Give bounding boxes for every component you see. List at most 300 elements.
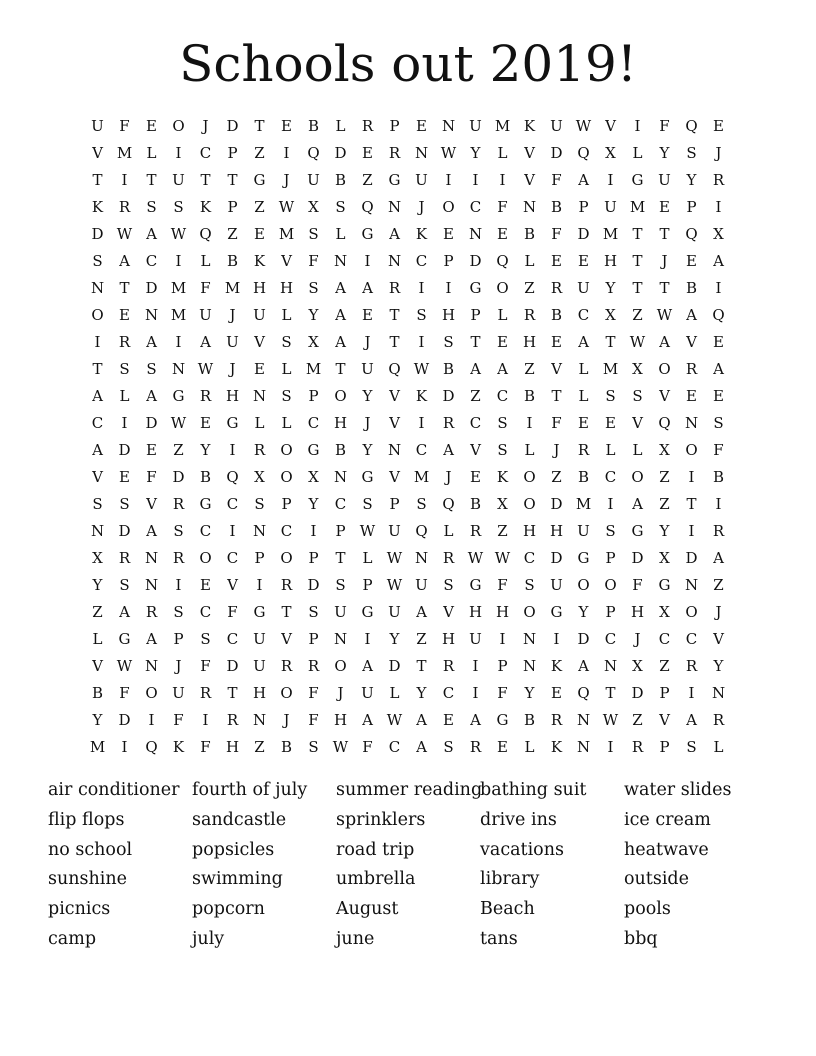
grid-letter: A [578,333,589,351]
grid-letter: V [659,711,670,729]
word-list-item: sunshine [48,869,127,890]
grid-letter: I [418,279,425,297]
grid-letter: O [442,198,455,216]
grid-letter: Y [659,522,670,540]
grid-letter: S [308,603,319,621]
grid-letter: M [602,225,619,243]
grid-letter: S [416,306,427,324]
grid-letter: Q [577,144,590,162]
grid-letter: I [121,414,128,432]
grid-letter: L [497,144,508,162]
grid-letter: A [713,549,724,567]
grid-letter: N [90,279,105,297]
word-list-item: library [480,869,540,890]
grid-letter: I [121,171,128,189]
grid-letter: N [684,576,699,594]
grid-letter: G [631,522,644,540]
grid-letter: D [577,225,590,243]
grid-letter: A [443,441,454,459]
grid-letter: Z [92,603,103,621]
grid-letter: F [713,441,724,459]
grid-letter: L [389,684,400,702]
grid-letter: X [308,468,319,486]
grid-letter: H [252,279,267,297]
grid-letter: Y [308,306,319,324]
grid-letter: Z [713,576,724,594]
grid-letter: U [658,171,671,189]
grid-letter: I [175,144,182,162]
grid-letter: O [496,279,509,297]
grid-letter: Z [659,495,670,513]
grid-letter: I [94,333,101,351]
grid-letter: M [89,738,106,756]
grid-letter: E [254,360,265,378]
grid-letter: I [175,576,182,594]
grid-letter: T [389,333,400,351]
grid-letter: F [146,468,157,486]
grid-letter: W [467,549,484,567]
grid-letter: X [605,306,616,324]
grid-letter: F [632,576,643,594]
grid-letter: A [389,225,400,243]
grid-letter: A [335,279,346,297]
grid-letter: T [470,333,481,351]
word-list-item: vacations [480,839,564,860]
grid-letter: D [118,711,131,729]
grid-letter: R [118,549,131,567]
grid-letter: X [632,360,643,378]
grid-letter: D [631,549,644,567]
grid-letter: Z [227,225,238,243]
grid-letter: N [144,576,159,594]
grid-letter: B [523,225,536,243]
grid-letter: Y [362,441,373,459]
grid-letter: L [146,144,157,162]
grid-letter: Z [659,468,670,486]
grid-letter: J [364,414,371,432]
grid-letter: E [443,225,454,243]
grid-letter: H [225,387,240,405]
grid-letter: I [715,495,722,513]
grid-letter: T [686,495,697,513]
grid-letter: T [632,279,643,297]
grid-letter: B [334,171,347,189]
grid-letter: U [550,576,563,594]
grid-letter: F [200,657,211,675]
grid-letter: A [470,711,481,729]
grid-letter: Z [254,198,265,216]
grid-letter: A [416,711,427,729]
grid-letter: V [443,603,454,621]
grid-letter: Z [362,171,373,189]
grid-letter: V [389,387,400,405]
grid-letter: R [118,198,131,216]
grid-letter: O [523,468,536,486]
grid-letter: W [575,117,592,135]
grid-letter: U [415,576,428,594]
grid-letter: Q [496,252,509,270]
grid-letter: F [308,711,319,729]
grid-letter: P [686,198,697,216]
grid-letter: U [334,603,347,621]
grid-letter: C [523,549,536,567]
grid-letter: S [119,360,130,378]
grid-letter: E [659,198,670,216]
grid-letter: I [688,522,695,540]
word-list-item: bbq [624,928,658,949]
grid-letter: U [469,117,482,135]
grid-letter: R [361,117,374,135]
grid-letter: S [92,252,103,270]
grid-letter: A [497,360,508,378]
grid-letter: T [227,171,238,189]
grid-letter: N [333,468,348,486]
word-list-item: drive ins [480,809,557,830]
grid-letter: Z [173,441,184,459]
grid-letter: I [175,252,182,270]
grid-letter: W [197,360,214,378]
grid-letter: V [389,414,400,432]
grid-letter: I [607,171,614,189]
grid-letter: G [550,603,563,621]
grid-letter: F [659,117,670,135]
grid-letter: I [688,684,695,702]
grid-letter: Q [415,522,428,540]
grid-letter: X [659,441,670,459]
grid-letter: Z [632,306,643,324]
grid-letter: I [283,144,290,162]
grid-letter: T [146,171,157,189]
grid-letter: O [199,549,212,567]
grid-letter: P [470,306,481,324]
grid-letter: W [278,198,295,216]
grid-letter: J [175,657,182,675]
grid-letter: C [334,495,347,513]
grid-letter: A [146,225,157,243]
grid-letter: J [715,603,722,621]
word-list-item: summer reading [336,780,483,800]
grid-letter: O [604,576,617,594]
grid-letter: E [119,468,130,486]
grid-letter: R [172,495,185,513]
grid-letter: B [550,198,563,216]
grid-letter: B [307,117,320,135]
grid-letter: X [713,225,724,243]
grid-letter: T [659,225,670,243]
grid-letter: G [307,441,320,459]
grid-letter: U [415,171,428,189]
grid-letter: S [686,144,697,162]
grid-letter: Z [524,360,535,378]
grid-letter: K [523,117,536,135]
grid-letter: Y [605,279,616,297]
grid-letter: P [335,522,346,540]
grid-letter: L [281,360,292,378]
grid-letter: L [254,414,265,432]
grid-letter: E [146,441,157,459]
grid-letter: S [605,522,616,540]
grid-letter: Z [659,657,670,675]
grid-letter: S [335,576,346,594]
grid-letter: C [199,144,212,162]
grid-letter: C [226,549,239,567]
grid-letter: H [441,630,456,648]
grid-letter: C [496,387,509,405]
grid-letter: S [119,495,130,513]
grid-letter: G [172,387,185,405]
grid-letter: L [497,306,508,324]
grid-letter: V [713,630,724,648]
grid-letter: P [254,549,265,567]
grid-letter: R [442,657,455,675]
grid-letter: A [92,387,103,405]
grid-letter: U [361,684,374,702]
grid-letter: R [388,144,401,162]
grid-letter: H [441,306,456,324]
word-list-item: camp [48,928,97,949]
grid-letter: H [630,603,645,621]
grid-letter: W [170,225,187,243]
word-list-item: umbrella [336,869,416,890]
grid-letter: A [713,360,724,378]
grid-letter: I [526,414,533,432]
word-list-item: june [336,928,375,949]
grid-letter: T [605,684,616,702]
grid-letter: K [172,738,185,756]
grid-letter: V [686,333,697,351]
grid-letter: T [335,549,346,567]
grid-letter: C [388,738,401,756]
grid-letter: N [522,198,537,216]
grid-letter: P [659,684,670,702]
word-list-item: Beach [480,899,535,920]
grid-letter: N [441,117,456,135]
word-list-item: no school [48,839,133,860]
grid-letter: A [659,333,670,351]
grid-letter: H [252,684,267,702]
grid-letter: I [607,738,614,756]
grid-letter: N [603,657,618,675]
grid-letter: G [469,279,482,297]
grid-letter: F [362,738,373,756]
grid-letter: W [413,360,430,378]
grid-letter: G [496,711,509,729]
grid-letter: I [445,279,452,297]
grid-letter: W [602,711,619,729]
grid-letter: W [116,657,133,675]
grid-letter: N [333,630,348,648]
grid-letter: V [92,657,103,675]
grid-letter: P [389,117,400,135]
grid-letter: D [91,225,104,243]
grid-letter: T [92,171,103,189]
grid-letter: T [551,387,562,405]
grid-letter: J [283,711,290,729]
grid-letter: D [469,252,482,270]
word-list-item: tans [480,928,518,949]
grid-letter: E [686,252,697,270]
grid-letter: V [389,468,400,486]
grid-letter: R [685,657,698,675]
grid-letter: B [442,360,455,378]
grid-letter: Q [685,117,698,135]
word-list-item: sandcastle [192,809,287,830]
grid-letter: G [631,171,644,189]
grid-letter: S [524,576,535,594]
grid-letter: O [280,684,293,702]
grid-letter: N [468,225,483,243]
grid-letter: I [229,441,236,459]
grid-letter: I [553,630,560,648]
grid-letter: P [362,576,373,594]
grid-letter: Z [497,522,508,540]
grid-letter: F [551,225,562,243]
word-list-item: flip flops [48,809,125,830]
grid-letter: O [280,441,293,459]
grid-letter: Q [577,684,590,702]
grid-letter: W [656,306,673,324]
word-list-item: swimming [192,869,283,890]
grid-letter: O [334,657,347,675]
grid-letter: R [118,333,131,351]
grid-letter: E [497,333,508,351]
grid-letter: L [578,387,589,405]
grid-letter: O [280,468,293,486]
grid-letter: P [227,198,238,216]
grid-letter: W [629,333,646,351]
grid-letter: I [715,279,722,297]
grid-letter: A [335,306,346,324]
grid-letter: T [632,252,643,270]
grid-letter: U [550,117,563,135]
grid-letter: D [442,387,455,405]
word-list-item: heatwave [624,839,709,860]
grid-letter: T [335,360,346,378]
grid-letter: P [578,198,589,216]
grid-letter: Q [307,144,320,162]
grid-letter: N [171,360,186,378]
grid-letter: U [469,630,482,648]
grid-letter: I [121,738,128,756]
grid-letter: M [629,198,646,216]
grid-letter: V [227,576,238,594]
grid-letter: D [226,657,239,675]
word-list-item: july [192,928,225,949]
grid-letter: G [469,576,482,594]
letter-grid [84,113,732,761]
grid-letter: S [119,576,130,594]
grid-letter: V [470,441,481,459]
grid-letter: I [499,171,506,189]
grid-letter: Z [416,630,427,648]
grid-letter: N [333,252,348,270]
grid-letter: I [472,684,479,702]
grid-letter: L [92,630,103,648]
grid-letter: I [607,495,614,513]
grid-letter: S [443,576,454,594]
grid-letter: S [416,495,427,513]
grid-letter: S [308,279,319,297]
grid-letter: C [415,252,428,270]
grid-letter: R [145,603,158,621]
grid-letter: G [226,414,239,432]
grid-letter: K [253,252,266,270]
grid-letter: S [308,225,319,243]
grid-letter: E [551,684,562,702]
grid-letter: U [388,603,401,621]
grid-letter: X [497,495,508,513]
grid-letter: G [361,603,374,621]
grid-letter: U [577,522,590,540]
grid-letter: M [170,279,187,297]
grid-letter: M [575,495,592,513]
grid-letter: H [468,603,483,621]
grid-letter: U [577,279,590,297]
grid-letter: I [310,522,317,540]
grid-letter: R [226,711,239,729]
grid-letter: L [524,738,535,756]
grid-letter: S [362,495,373,513]
grid-letter: L [281,414,292,432]
page-title: Schools out 2019! [179,35,637,93]
grid-letter: C [658,630,671,648]
grid-letter: F [119,117,130,135]
grid-letter: K [496,468,509,486]
grid-letter: I [148,711,155,729]
grid-letter: T [632,225,643,243]
grid-letter: I [364,630,371,648]
grid-letter: P [173,630,184,648]
grid-letter: R [388,279,401,297]
grid-letter: R [577,441,590,459]
grid-letter: N [522,657,537,675]
grid-letter: S [200,630,211,648]
grid-letter: D [118,441,131,459]
grid-letter: L [335,225,346,243]
grid-letter: M [494,117,511,135]
grid-letter: Q [361,198,374,216]
grid-letter: U [604,198,617,216]
grid-letter: U [253,306,266,324]
grid-letter: V [281,630,292,648]
grid-letter: E [497,738,508,756]
grid-letter: Y [308,495,319,513]
grid-letter: C [604,630,617,648]
grid-letter: C [442,684,455,702]
grid-letter: P [605,549,616,567]
grid-letter: F [119,684,130,702]
grid-letter: A [146,630,157,648]
grid-letter: H [549,522,564,540]
grid-letter: E [605,414,616,432]
grid-letter: O [523,495,536,513]
grid-letter: D [577,630,590,648]
grid-letter: L [524,441,535,459]
grid-letter: S [335,198,346,216]
grid-letter: Y [713,657,724,675]
word-list-item: popcorn [192,899,265,920]
grid-letter: H [495,603,510,621]
grid-letter: T [254,117,265,135]
grid-letter: J [229,306,236,324]
grid-letter: O [523,603,536,621]
grid-letter: N [144,306,159,324]
grid-letter: G [253,171,266,189]
grid-letter: C [199,603,212,621]
grid-letter: E [551,252,562,270]
word-list-item: sprinklers [336,809,426,830]
grid-letter: M [278,225,295,243]
